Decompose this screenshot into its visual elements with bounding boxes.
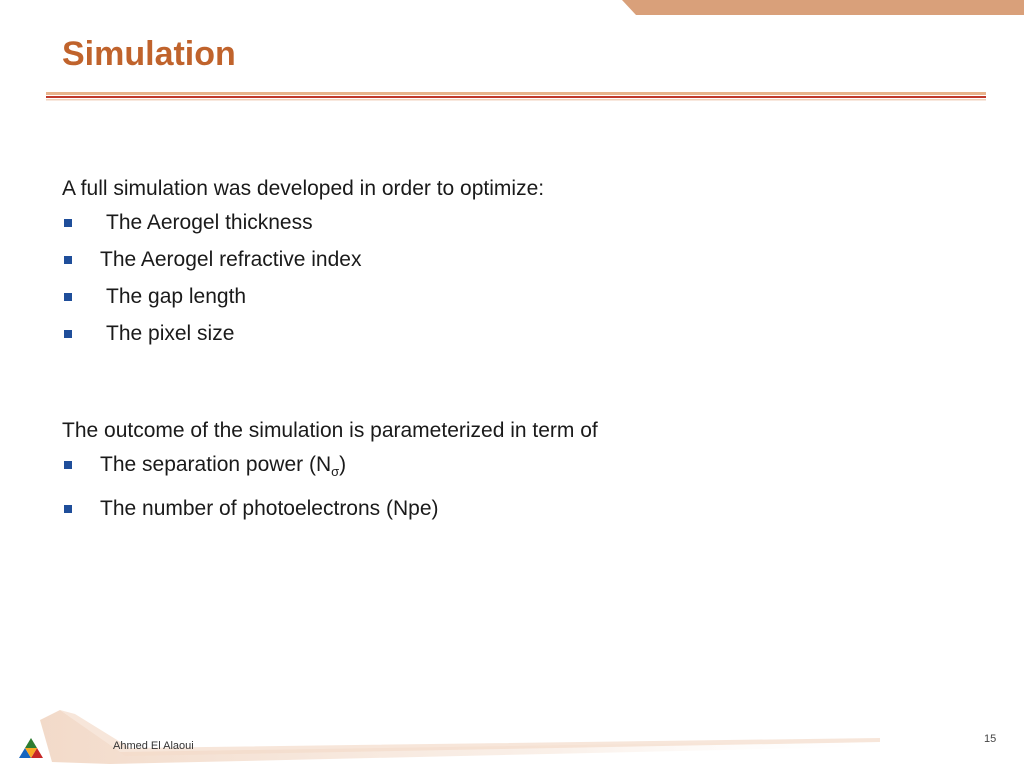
outcome-intro-text: The outcome of the simulation is parameterized in term of [62,419,598,442]
title-divider [46,92,986,102]
square-bullet-icon [64,293,72,301]
list-item [62,490,962,527]
slide-body [62,174,962,527]
separation-power-symbol: $(N_\sigma)$ [308,453,347,480]
square-bullet-icon [64,461,72,469]
footer-author: Ahmed El Alaoui [113,740,194,752]
list-item [62,241,962,278]
intro-text: A full simulation was developed in order to optimize: [62,177,545,200]
list-item [62,315,962,352]
list-item-label: The Aerogel refractive index [100,248,362,271]
square-bullet-icon [64,330,72,338]
outcome-list [62,446,962,527]
list-item-label: The Aerogel thickness [106,211,313,234]
list-item-label: The pixel size [106,322,235,345]
optimize-list [62,204,962,352]
square-bullet-icon [64,256,72,264]
logo-icon [19,737,43,759]
list-item [62,446,962,490]
square-bullet-icon [64,219,72,227]
separation-power-label: The separation power [100,453,304,476]
list-item-label: The number of photoelectrons (Npe) [100,497,439,521]
list-item-label: The gap length [106,285,247,308]
list-item [62,204,962,241]
page-number: 15 [984,733,997,745]
footer-decoration [0,700,1024,768]
square-bullet-icon [64,505,72,513]
header-accent-tab [622,0,1024,15]
slide-title: Simulation [62,35,236,73]
list-item [62,278,962,315]
